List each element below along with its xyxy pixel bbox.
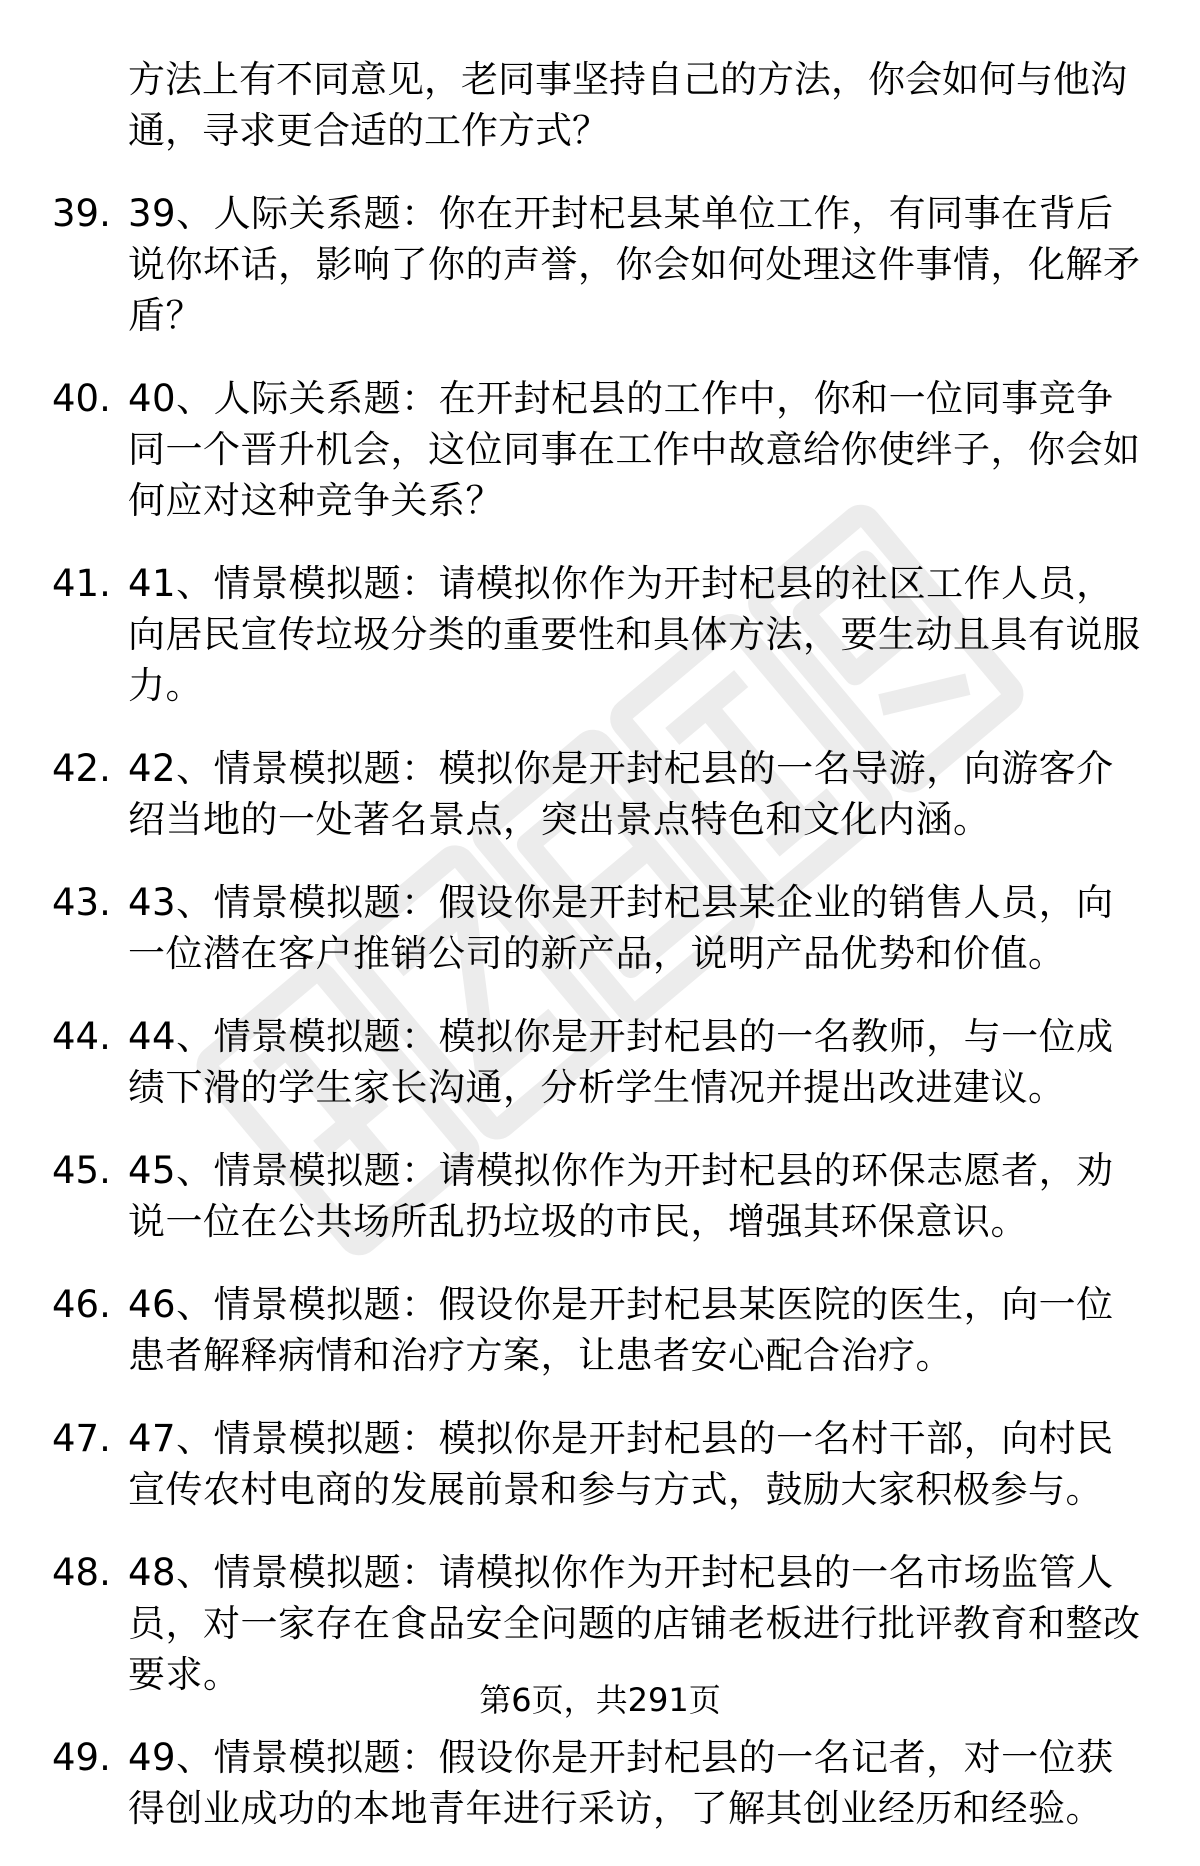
list-item (0, 1145, 1200, 1247)
item-text: 43、情景模拟题：假设你是开封杞县某企业的销售人员，向一位潜在客户推销公司的新产品，说明产品优势和价值。 (128, 881, 1114, 975)
item-text: 46、情景模拟题：假设你是开封杞县某医院的医生，向一位患者解释病情和治疗方案，让患者安心配合治疗。 (128, 1283, 1114, 1377)
item-text: 48、情景模拟题：请模拟你作为开封杞县的一名市场监管人员，对一家存在食品安全问题的店铺老板进行批评教育和整改要求。 (128, 1551, 1141, 1696)
list-item (0, 1732, 1200, 1834)
item-text: 42、情景模拟题：模拟你是开封杞县的一名导游，向游客介绍当地的一处著名景点，突出景点特色和文化内涵。 (128, 747, 1114, 841)
item-text: 41、情景模拟题：请模拟你作为开封杞县的社区工作人员，向居民宣传垃圾分类的重要性和具体方法，要生动且具有说服力。 (128, 562, 1141, 707)
item-text: 45、情景模拟题：请模拟你作为开封杞县的环保志愿者，劝说一位在公共场所乱扔垃圾的市民，增强其环保意识。 (128, 1149, 1114, 1243)
continuation-paragraph: 方法上有不同意见，老同事坚持自己的方法，你会如何与他沟通，寻求更合适的工作方式？ (128, 58, 1127, 152)
list-item (0, 1413, 1200, 1515)
item-text: 39、人际关系题：你在开封杞县某单位工作，有同事在背后说你坏话，影响了你的声誉，你会如何处理这件事情，化解矛盾？ (128, 192, 1141, 337)
item-number: 44. (52, 1015, 111, 1058)
item-text: 49、情景模拟题：假设你是开封杞县的一名记者，对一位获得创业成功的本地青年进行采访，了解其创业经历和经验。 (128, 1736, 1114, 1830)
item-text: 44、情景模拟题：模拟你是开封杞县的一名教师，与一位成绩下滑的学生家长沟通，分析学生情况并提出改进建议。 (128, 1015, 1114, 1109)
item-number: 40. (52, 377, 111, 420)
item-number: 43. (52, 881, 111, 924)
item-number: 41. (52, 562, 111, 605)
item-number: 47. (52, 1417, 111, 1460)
question-list (0, 54, 1200, 1866)
list-item (0, 558, 1200, 711)
item-number: 46. (52, 1283, 111, 1326)
item-text: 47、情景模拟题：模拟你是开封杞县的一名村干部，向村民宣传农村电商的发展前景和参与方式，鼓励大家积极参与。 (128, 1417, 1114, 1511)
list-item (0, 1547, 1200, 1700)
page-number-footer: 第6页，共291页 (479, 1681, 721, 1719)
list-item (0, 877, 1200, 979)
item-number: 42. (52, 747, 111, 790)
list-item (0, 1011, 1200, 1113)
list-item (0, 373, 1200, 526)
item-number: 49. (52, 1736, 111, 1779)
item-number: 45. (52, 1149, 111, 1192)
list-item (0, 1279, 1200, 1381)
list-item (0, 743, 1200, 845)
item-number: 39. (52, 192, 111, 235)
item-text: 40、人际关系题：在开封杞县的工作中，你和一位同事竞争同一个晋升机会，这位同事在工作中故意给你使绊子，你会如何应对这种竞争关系？ (128, 377, 1141, 522)
item-number: 48. (52, 1551, 111, 1594)
list-item (0, 188, 1200, 341)
